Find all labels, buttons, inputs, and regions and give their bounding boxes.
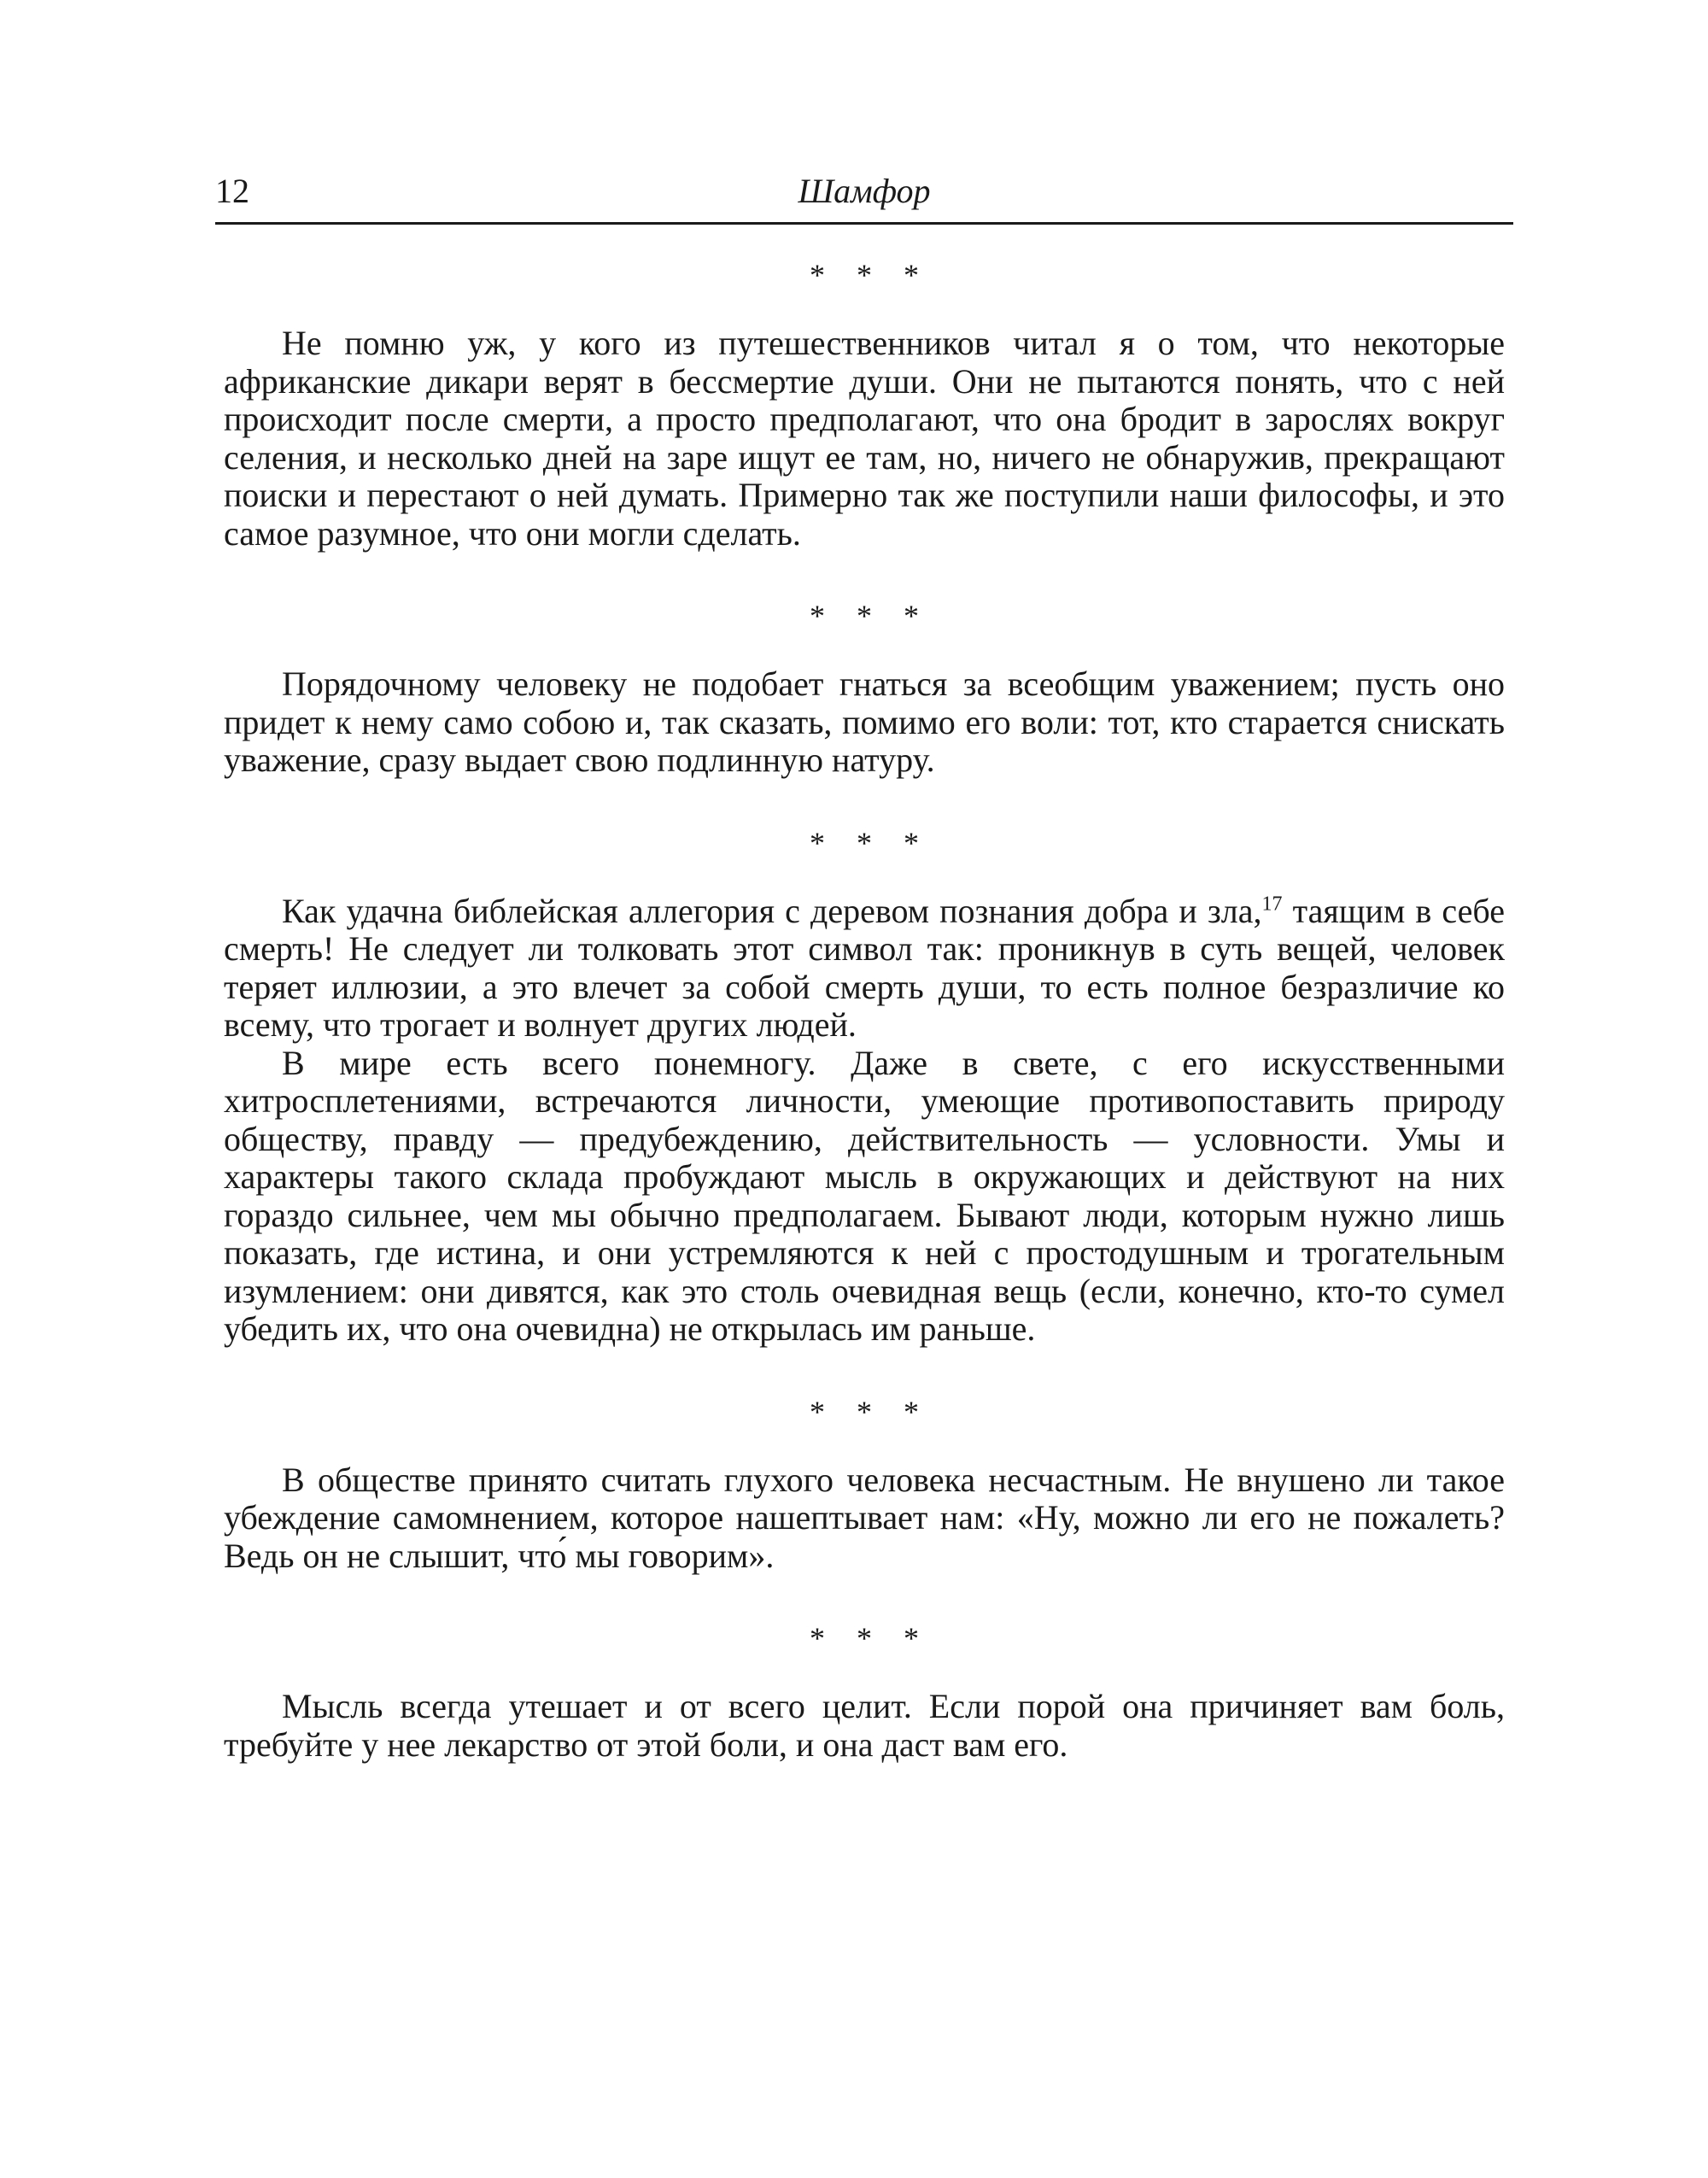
paragraph: В обществе принято считать глухого человека несчастным. Не внушено ли такое убеждение самомнением, которое нашептывает нам: «Ну, можно ли его не пожалеть? Ведь он не слышит, что́ мы говорим». <box>224 1460 1505 1575</box>
section-separator: * * * <box>810 258 931 292</box>
section-separator: * * * <box>810 599 931 633</box>
running-title: Шамфор <box>798 172 931 210</box>
paragraph: Не помню уж, у кого из путешественников читал я о том, что некоторые африканские дикари верят в бессмертие души. Они не пытаются понять, что с ней происходит после смерти, а просто предполагают, что она бродит в зарослях вокруг селения, и несколько дней на заре ищут ее там, но, ничего не обнаружив, прекращают поиски и перестают о ней думать. Примерно так же поступили наши философы, и это самое разумное, что они могли сделать. <box>224 324 1505 553</box>
section-separator: * * * <box>810 825 931 860</box>
paragraph: Порядочному человеку не подобает гнаться за всеобщим уважением; пусть оно придет к нему само собою и, так сказать, помимо его воли: тот, кто старается снискать уважение, сразу выдает свою подлинную натуру. <box>224 665 1505 779</box>
page-number: 12 <box>215 172 249 210</box>
page-header <box>215 167 1513 225</box>
paragraph <box>224 893 1505 1045</box>
paragraph: В мире есть всего понемногу. Даже в свете, с его искусственными хитросплетениями, встречаются личности, умеющие противопоставить природу обществу, правду — предубеждению, действительность — условности. Умы и характеры такого склада пробуждают мысль в окружающих и действуют на них гораздо сильнее, чем мы обычно предполагаем. Бывают люди, которым нужно лишь показать, где истина, и они устремляются к ней с простодушным и трогательным изумлением: они дивятся, как это столь очевидная вещь (если, конечно, кто-то сумел убедить их, что она очевидна) не открылась им раньше. <box>224 1043 1505 1348</box>
section-separator: * * * <box>810 1621 931 1655</box>
page-body <box>224 256 1505 1764</box>
paragraph: Мысль всегда утешает и от всего целит. Если порой она причиняет вам боль, требуйте у нее лекарство от этой боли, и она даст вам его. <box>224 1687 1505 1764</box>
paragraph-text: таящим в себе смерть! Не следует ли толковать этот символ так: проникнув в суть вещей, человек теряет иллюзии, а это влечет за собой смерть души, то есть полное безразличие ко всему, что трогает и волнует других людей. <box>224 891 1505 1044</box>
section-separator: * * * <box>810 1394 931 1429</box>
footnote-ref: 17 <box>1261 893 1283 916</box>
paragraph-text: Как удачна библейская аллегория с деревом познания добра и зла, <box>282 891 1262 930</box>
